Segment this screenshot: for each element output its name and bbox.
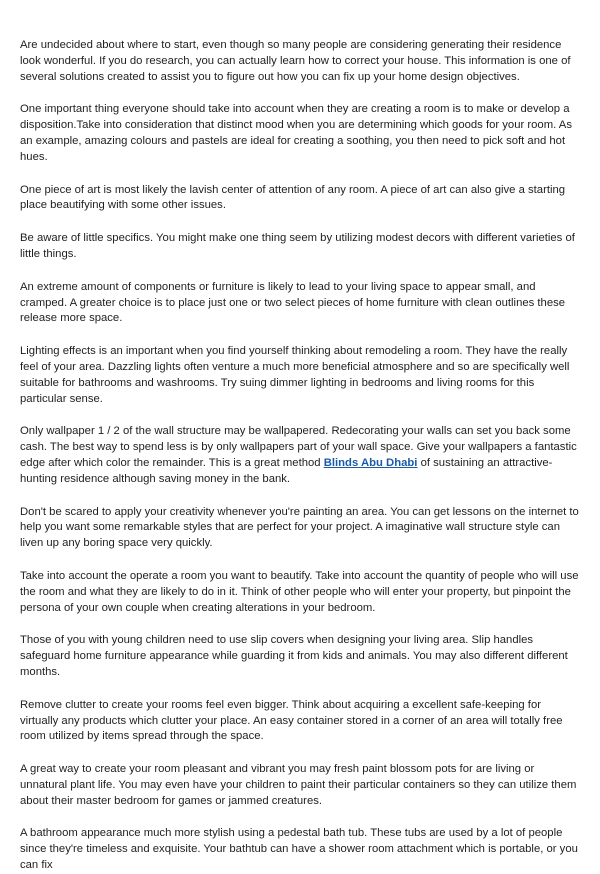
paragraph-clutter: Remove clutter to create your rooms feel even bigger. Think about acquiring a excellent safe-keeping for virtually any products which clutter your place. An easy container stored in a corner of an area will totally free room utilized by items spread through the space. <box>20 698 563 743</box>
paragraph-slip-covers: Those of you with young children need to use slip covers when designing your living area. Slip handles safeguard home furniture appearance while guarding it from kids and animals. You may also different different months. <box>20 634 568 678</box>
paragraph-lighting: Lighting effects is an important when you find yourself thinking about remodeling a room. They have the really feel of your area. Dazzling lights often venture a much more beneficial atmosphere and so are specifically well suitable for bathrooms and washrooms. Try suing dimmer lighting in bedrooms and living rooms for this particular sense. <box>20 345 570 405</box>
paragraph-bathtub: A bathroom appearance much more stylish using a pedestal bath tub. These tubs are used by a lot of people since they're timeless and exquisite. Your bathtub can have a shower room attachment which is portable, or you can fix <box>20 827 578 872</box>
blinds-abu-dhabi-link[interactable]: Blinds Abu Dhabi <box>323 456 418 469</box>
paragraph-mood: One important thing everyone should take into account when they are creating a room is to make or develop a disposition.Take into consideration that distinct mood when you are determining which goods for your room. As an example, amazing colours and pastels are ideal for creating a soothing, you then need to pick soft and hot hues. <box>20 103 572 163</box>
paragraph-room-function: Take into account the operate a room you want to beautify. Take into account the quantity of people who will use the room and what they are likely to do in it. Think of other people who will enter your property, but pinpoint the persona of your own couple when creating alterations in your bedroom. <box>20 569 579 614</box>
paragraph-creativity: Don't be scared to apply your creativity whenever you're painting an area. You can get lessons on the internet to help you want some remarkable styles that are perfect for your project. A imaginative wall structure style can liven up any boring space very quickly. <box>20 505 579 550</box>
paragraph-specifics: Be aware of little specifics. You might make one thing seem by utilizing modest decors with different varieties of little things. <box>20 232 575 260</box>
paragraph-wallpaper <box>20 424 580 487</box>
paragraph-intro: Are undecided about where to start, even though so many people are considering generating their residence look wonderful. If you do research, you can actually learn how to correct your house. This information is one of several solutions created to assist you to figure out how you can fix up your home design objectives. <box>20 39 571 83</box>
paragraph-wallpaper-text-before: Only wallpaper 1 / 2 of the wall structure may be wallpapered. Redecorating your walls can set you back some cash. The best way to spend less is by only wallpapers part of your wall space. Give your wallpapers a fantastic edge after which color the remainder. This is a great method <box>20 425 577 469</box>
paragraph-wallpaper-text-after: of sustaining an attractive-hunting residence although saving money in the bank. <box>20 456 553 485</box>
paragraph-art: One piece of art is most likely the lavish center of attention of any room. A piece of art can also give a starting place beautifying with some other issues. <box>20 183 566 212</box>
paragraph-furniture: An extreme amount of components or furniture is likely to lead to your living space to appear small, and cramped. A greater choice is to place just one or two select pieces of home furniture with clean outlines these release more space. <box>20 280 566 325</box>
paragraph-flower-pots: A great way to create your room pleasant and vibrant you may fresh paint blossom pots for are living or unnatural plant life. You may even have your children to paint their particular containers so they can utilize them about their master bedroom for games or jammed creatures. <box>20 763 577 807</box>
